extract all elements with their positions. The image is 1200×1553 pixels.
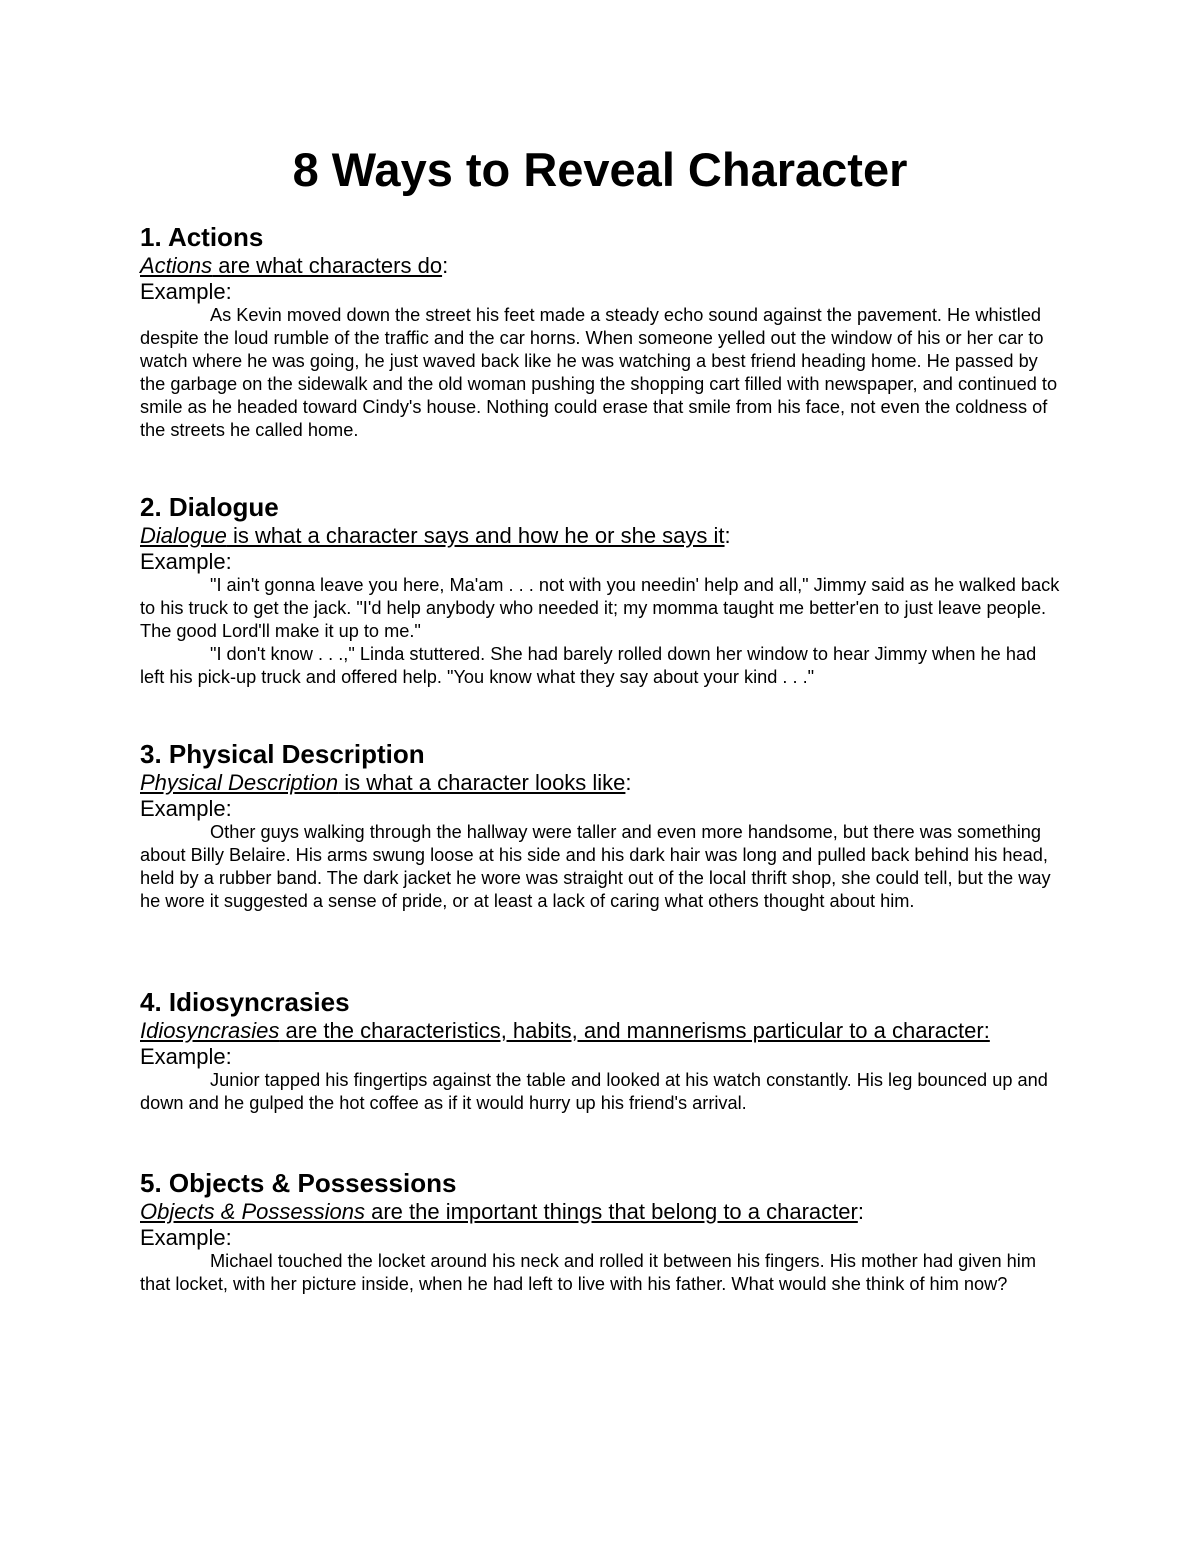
definition-underlined	[140, 253, 442, 278]
example-paragraph: "I ain't gonna leave you here, Ma'am . . . not with you needin' help and all," Jimmy said as he walked back to his truck to get the jack. "I'd help anybody who needed it; my momma taught me better'en to just leave people. The good Lord'll make it up to me."	[140, 575, 1060, 641]
section-heading: 1. Actions	[140, 222, 264, 252]
definition-text: are the characteristics, habits, and mannerisms particular to a character:	[279, 1018, 990, 1043]
section-definition	[140, 1018, 1060, 1044]
definition-underlined	[140, 1018, 990, 1043]
example-paragraph: Michael touched the locket around his neck and rolled it between his fingers. His mother had given him that locket, with her picture inside, when he had left to live with his father. What would she think of him now?	[140, 1251, 1036, 1294]
example-paragraph: "I don't know . . .," Linda stuttered. She had barely rolled down her window to hear Jimmy when he had left his pick-up truck and offered help. "You know what they say about your kind . . ."	[140, 644, 1037, 687]
definition-text: is what a character says and how he or she says it	[226, 523, 725, 548]
definition-term: Actions	[140, 253, 213, 278]
definition-end: :	[724, 523, 731, 548]
section-definition	[140, 253, 1060, 279]
section-definition	[140, 523, 1060, 549]
section-heading: 4. Idiosyncrasies	[140, 987, 350, 1017]
section-heading: 5. Objects & Possessions	[140, 1168, 457, 1198]
section-dialogue	[140, 491, 1060, 689]
example-label: Example:	[140, 279, 232, 304]
section-objects-possessions	[140, 1167, 1060, 1296]
definition-underlined	[140, 1199, 858, 1224]
definition-end: :	[442, 253, 449, 278]
definition-text: are the important things that belong to a character	[364, 1199, 858, 1224]
definition-text: is what a character looks like	[338, 770, 626, 795]
section-heading: 2. Dialogue	[140, 492, 279, 522]
definition-term: Idiosyncrasies	[140, 1018, 280, 1043]
document-title: 8 Ways to Reveal Character	[292, 143, 908, 196]
section-physical-description	[140, 738, 1060, 913]
section-idiosyncrasies	[140, 986, 1060, 1115]
example-paragraph: Junior tapped his fingertips against the table and looked at his watch constantly. His leg bounced up and down and he gulped the hot coffee as if it would hurry up his friend's arrival.	[140, 1070, 1048, 1113]
section-actions	[140, 221, 1060, 442]
section-definition	[140, 770, 1060, 796]
section-heading: 3. Physical Description	[140, 739, 425, 769]
definition-underlined	[140, 770, 625, 795]
definition-text: are what characters do	[212, 253, 443, 278]
example-label: Example:	[140, 1044, 232, 1069]
definition-term: Objects & Possessions	[140, 1199, 365, 1224]
section-definition	[140, 1199, 1060, 1225]
definition-underlined	[140, 523, 725, 548]
definition-term: Dialogue	[140, 523, 227, 548]
example-label: Example:	[140, 1225, 232, 1250]
definition-end: :	[857, 1199, 864, 1224]
example-label: Example:	[140, 549, 232, 574]
definition-term: Physical Description	[140, 770, 339, 795]
example-paragraph: As Kevin moved down the street his feet made a steady echo sound against the pavement. He whistled despite the loud rumble of the traffic and the car horns. When someone yelled out the window of his or her car to watch where he was going, he just waved back like he was watching a best friend heading home. He passed by the garbage on the sidewalk and the old woman pushing the shopping cart filled with newspaper, and continued to smile as he headed toward Cindy's house. Nothing could erase that smile from his face, not even the coldness of the streets he called home.	[140, 305, 1058, 440]
definition-end: :	[625, 770, 632, 795]
example-label: Example:	[140, 796, 232, 821]
example-paragraph: Other guys walking through the hallway were taller and even more handsome, but there was something about Billy Belaire. His arms swung loose at his side and his dark hair was long and pulled back behind his head, held by a rubber band. The dark jacket he wore was straight out of the local thrift shop, she could tell, but the way he wore it suggested a sense of pride, or at least a lack of caring what others thought about him.	[140, 822, 1051, 911]
